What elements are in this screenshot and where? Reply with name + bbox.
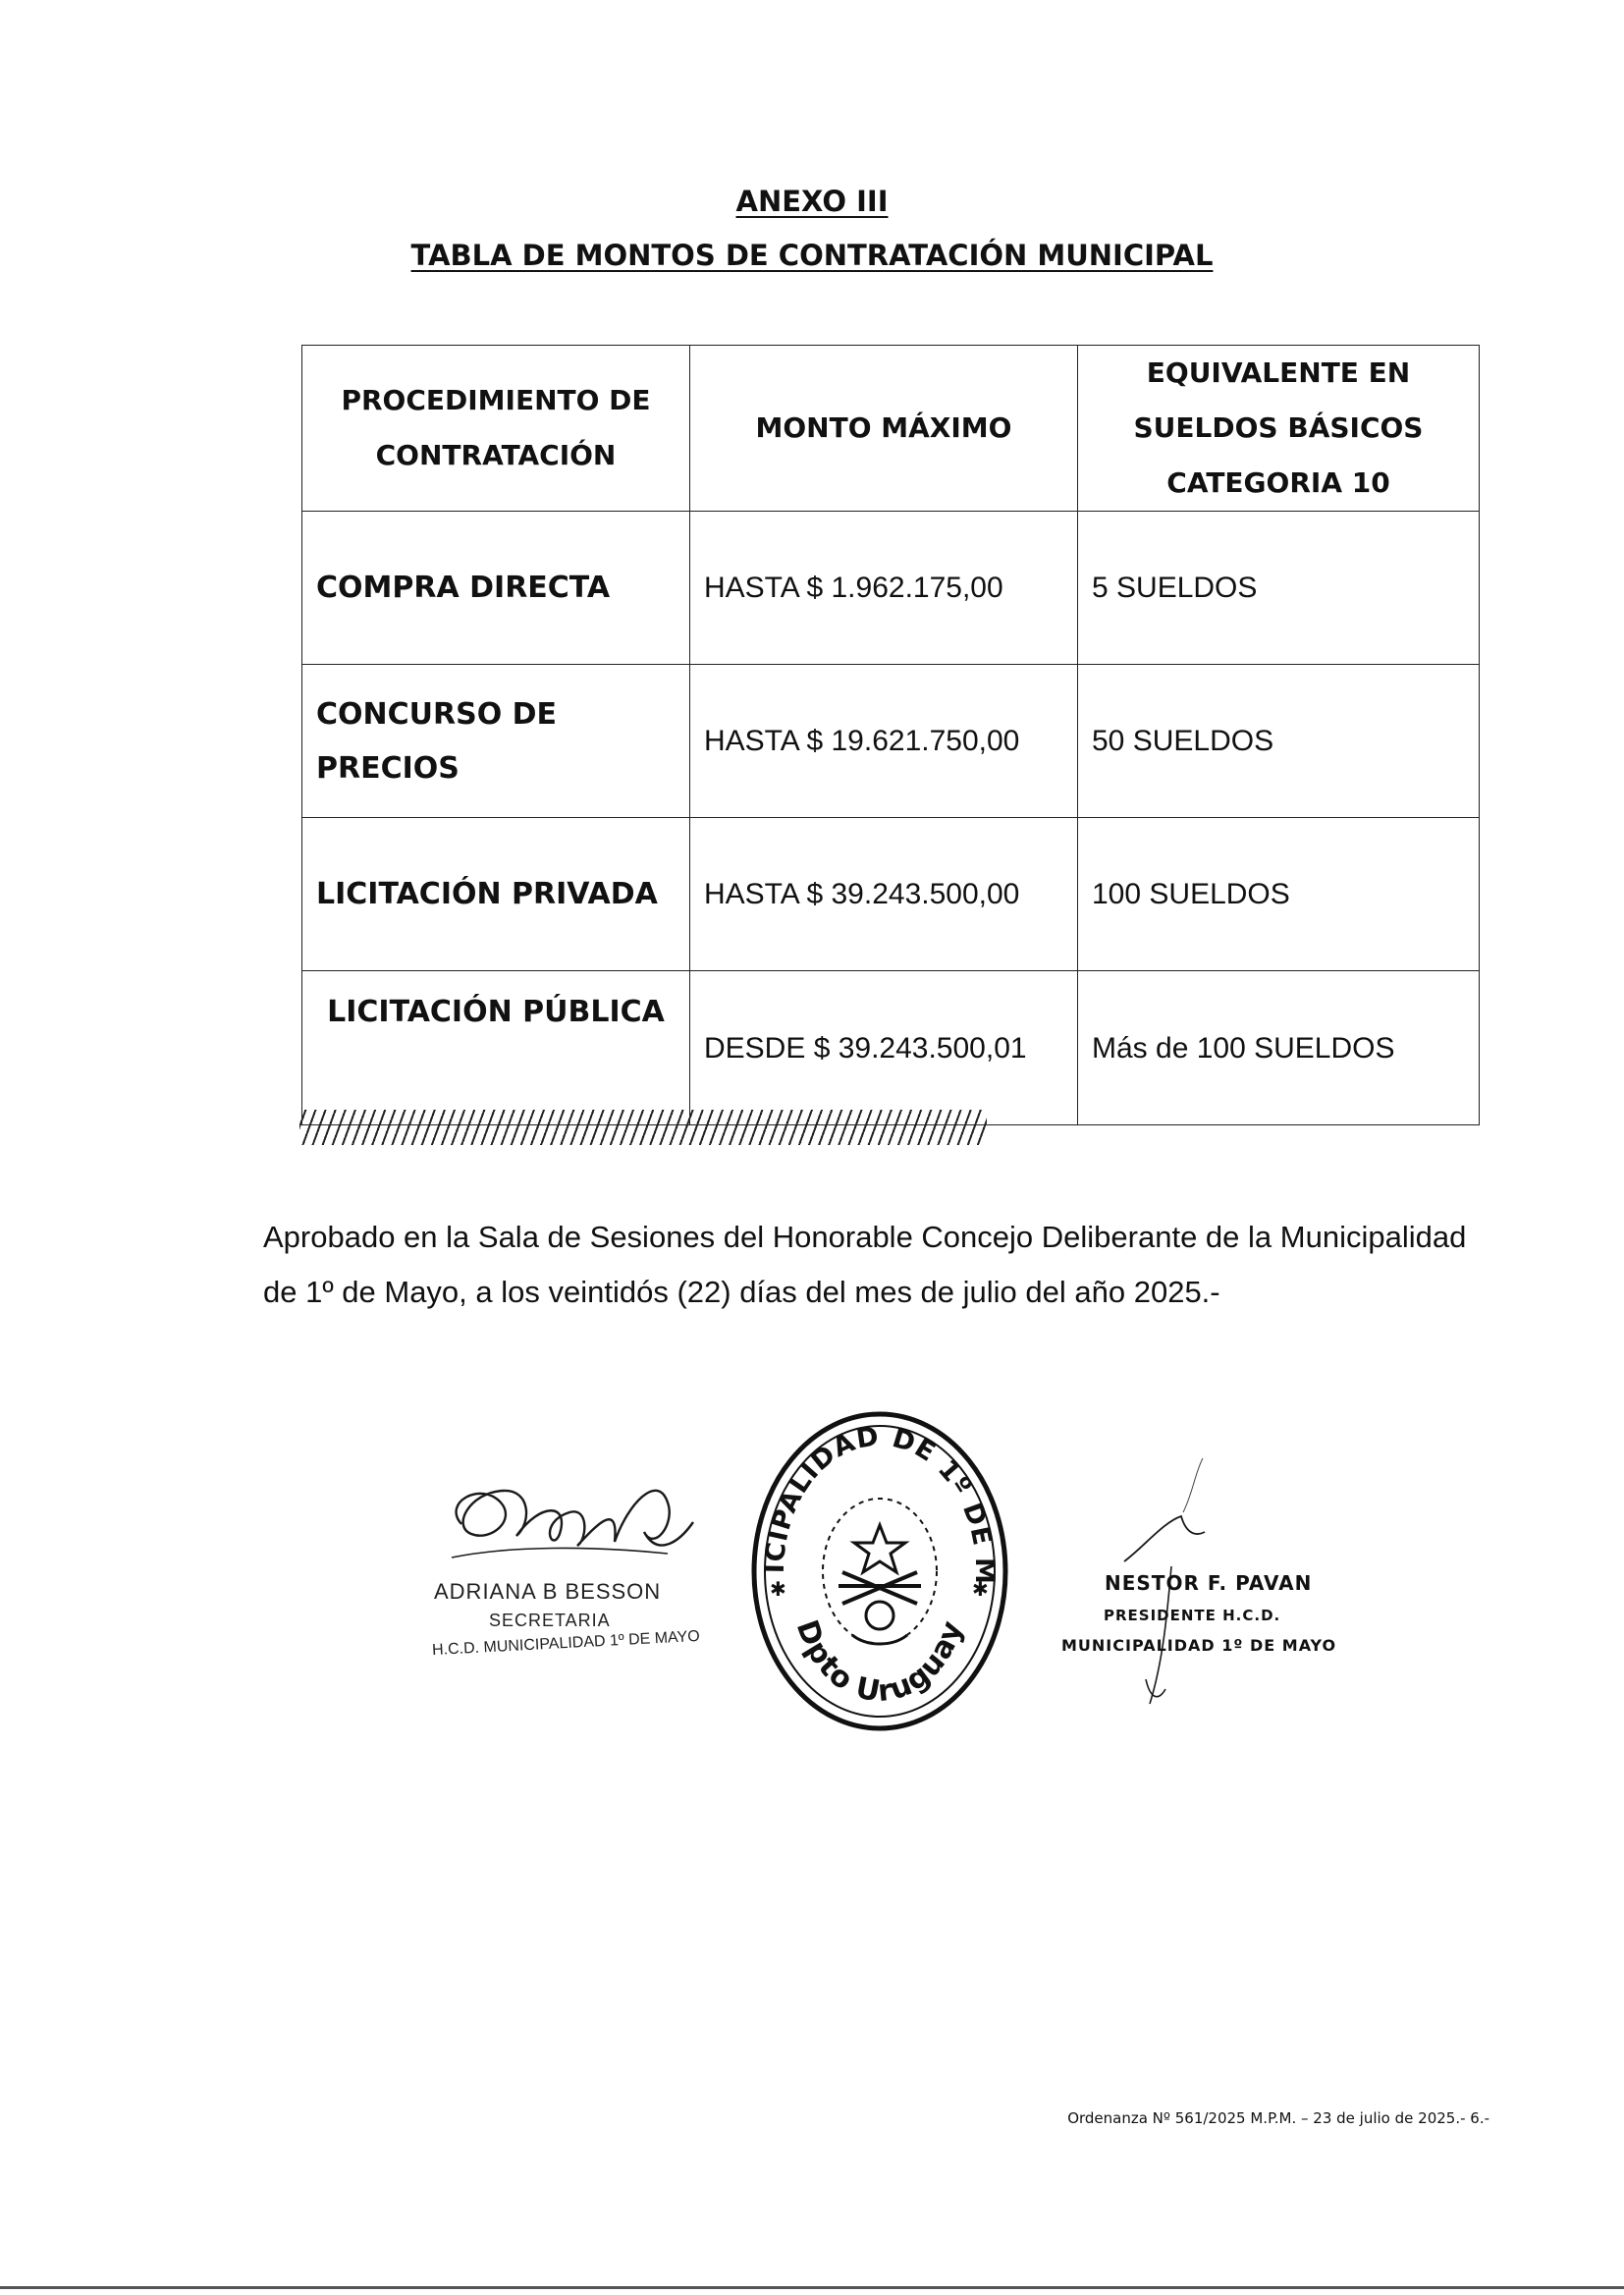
president-signature-block (1056, 1365, 1380, 1738)
header-procedure: PROCEDIMIENTO DE CONTRATACIÓN (302, 346, 690, 512)
coat-of-arms-star (854, 1525, 905, 1572)
cell-procedure: CONCURSO DE PRECIOS (302, 665, 690, 818)
seal-bottom-text: Dpto Uruguay (788, 1615, 971, 1710)
secretary-institution: H.C.D. MUNICIPALIDAD 1º DE MAYO (431, 1627, 701, 1660)
document-title: TABLA DE MONTOS DE CONTRATACIÓN MUNICIPAL (410, 239, 1214, 272)
header-equivalent: EQUIVALENTE EN SUELDOS BÁSICOS CATEGORIA 10 (1078, 346, 1480, 512)
secretary-signature (422, 1463, 707, 1581)
svg-text:MUNICIPALIDAD DE 1º DE MAYO (744, 1399, 1000, 1585)
cell-procedure: COMPRA DIRECTA (302, 512, 690, 665)
header-max-amount: MONTO MÁXIMO (690, 346, 1078, 512)
hatch-line (299, 1110, 987, 1145)
scan-edge-line (0, 2286, 1624, 2289)
president-signature (1056, 1365, 1380, 1738)
president-role: PRESIDENTE H.C.D. (1104, 1607, 1281, 1624)
contracting-amounts-table (301, 345, 1480, 1125)
star-icon: ✱ (770, 1579, 786, 1601)
cell-procedure: LICITACIÓN PÚBLICA (302, 971, 690, 1125)
cell-amount: HASTA $ 39.243.500,00 (690, 818, 1078, 971)
municipal-seal (744, 1399, 1015, 1743)
table-row (302, 512, 1480, 665)
ordinance-footer: Ordenanza Nº 561/2025 M.P.M. – 23 de julio de 2025.- 6.- (1067, 2109, 1489, 2127)
cell-equivalent: 5 SUELDOS (1078, 512, 1480, 665)
president-name: NESTOR F. PAVAN (1105, 1571, 1313, 1595)
annex-title: ANEXO III (735, 185, 889, 218)
secretary-name: ADRIANA B BESSON (434, 1579, 662, 1604)
secretary-signature-block (422, 1463, 707, 1679)
table-header-row (302, 346, 1480, 512)
cell-amount: DESDE $ 39.243.500,01 (690, 971, 1078, 1125)
cell-equivalent: 50 SUELDOS (1078, 665, 1480, 818)
table-row (302, 971, 1480, 1125)
table-row (302, 665, 1480, 818)
cell-equivalent: Más de 100 SUELDOS (1078, 971, 1480, 1125)
seal-top-text: ICIPALIDAD DE 1º DE M (759, 1421, 1001, 1585)
table-row (302, 818, 1480, 971)
star-icon: ✱ (972, 1579, 989, 1601)
cell-amount: HASTA $ 1.962.175,00 (690, 512, 1078, 665)
cell-amount: HASTA $ 19.621.750,00 (690, 665, 1078, 818)
secretary-role: SECRETARIA (489, 1611, 611, 1630)
president-institution: MUNICIPALIDAD 1º DE MAYO (1061, 1636, 1337, 1655)
approval-paragraph: Aprobado en la Sala de Sesiones del Honorable Concejo Deliberante de la Municipalidad de 1º de Mayo, a los veintidós (22) días del mes de julio del año 2025.- (263, 1220, 1467, 1309)
cell-equivalent: 100 SUELDOS (1078, 818, 1480, 971)
cell-procedure: LICITACIÓN PRIVADA (302, 818, 690, 971)
